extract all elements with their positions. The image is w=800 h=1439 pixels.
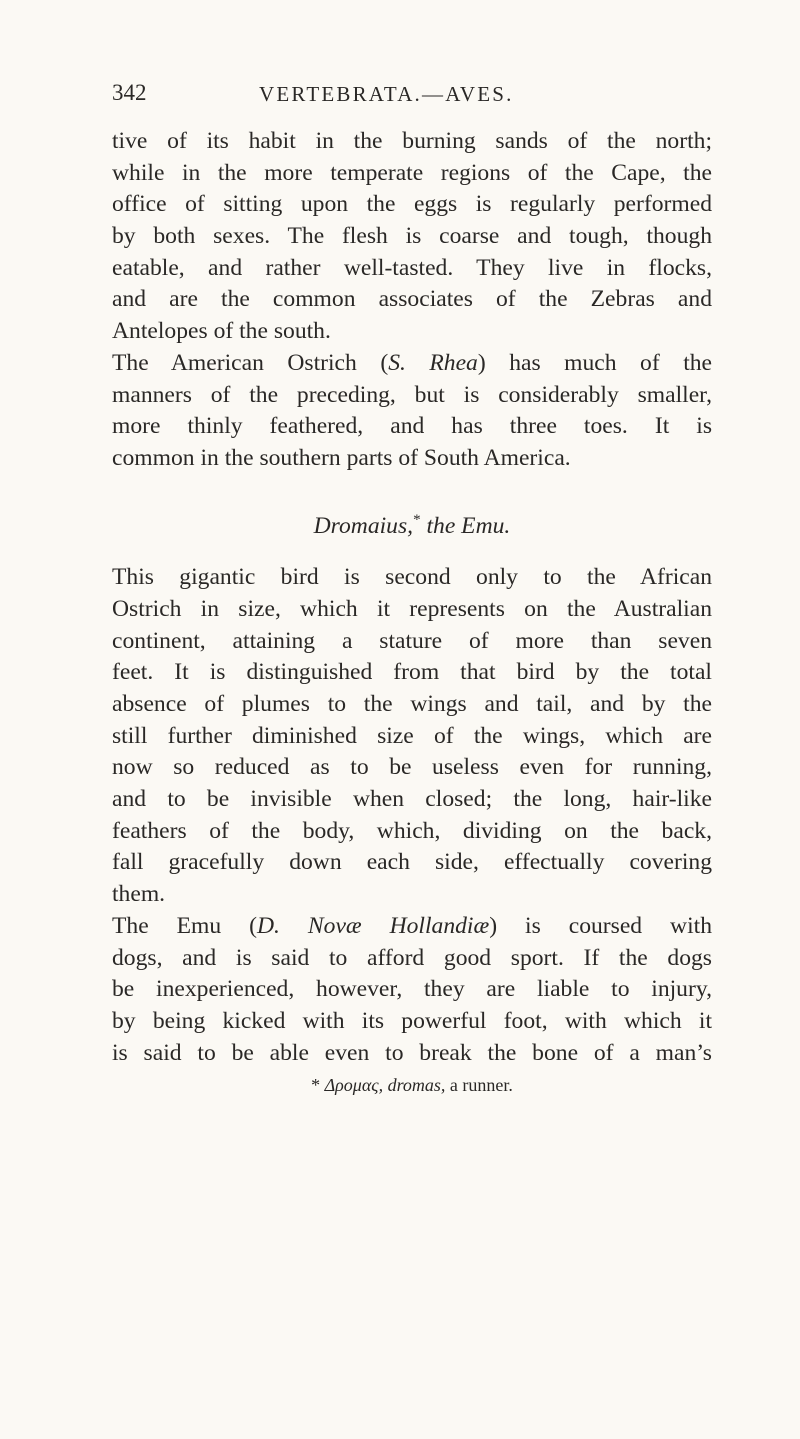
text-line: and are the common associates of the Zebras and <box>112 286 712 313</box>
text-line: more thinly feathered, and has three toes. It is <box>112 413 712 440</box>
text-line: feathers of the body, which, dividing on the back, <box>112 817 712 844</box>
text-line: still further diminished size of the wings, which are <box>112 722 712 749</box>
text-line <box>112 348 712 380</box>
text-line: be inexperienced, however, they are liable to injury, <box>112 976 712 1003</box>
text-line: office of sitting upon the eggs is regularly performed <box>112 191 712 218</box>
common-name: the Emu. <box>420 512 511 539</box>
text-line: while in the more temperate regions of the Cape, the <box>112 159 712 186</box>
text-line: This gigantic bird is second only to the African <box>112 564 712 591</box>
text-line: eatable, and rather well-tasted. They live in flocks, <box>112 254 712 281</box>
paragraph <box>112 348 712 475</box>
paragraph <box>112 562 712 911</box>
book-page <box>112 80 712 1097</box>
section-heading <box>112 505 712 543</box>
footnote-marker: * <box>311 1075 321 1096</box>
text-line: manners of the preceding, but is considerably smaller, <box>112 381 712 408</box>
text-line: Ostrich in size, which it represents on the Australian <box>112 595 712 622</box>
page-header <box>112 80 712 116</box>
text-line: by being kicked with its powerful foot, with which it <box>112 1007 712 1034</box>
text-line: by both sexes. The flesh is coarse and tough, though <box>112 223 712 250</box>
text-span: The American Ostrich ( <box>112 349 389 376</box>
genus-name: Dromaius, <box>313 512 414 539</box>
footnote-marker: * <box>413 511 421 528</box>
body-text <box>112 126 712 1097</box>
running-head: VERTEBRATA.—AVES. <box>259 82 514 106</box>
text-line: is said to be able even to break the bone of a man’s <box>112 1039 712 1066</box>
greek-word: Δρομας, <box>324 1075 384 1096</box>
text-span: The Emu ( <box>112 912 258 939</box>
species-name: S. Rhea <box>388 349 478 376</box>
footnote <box>112 1073 712 1097</box>
text-line: absence of plumes to the wings and tail, and by the <box>112 691 712 718</box>
page-number: 342 <box>112 80 147 105</box>
text-line: now so reduced as to be useless even for running, <box>112 754 712 781</box>
text-line: dogs, and is said to afford good sport. If the dogs <box>112 944 712 971</box>
paragraph <box>112 911 712 1069</box>
text-span: ) has much of the <box>477 349 713 376</box>
text-line: and to be invisible when closed; the long, hair-like <box>112 786 712 813</box>
footnote-gloss: a runner. <box>445 1075 513 1096</box>
text-line: tive of its habit in the burning sands of the north; <box>112 128 712 154</box>
latin-word: dromas, <box>387 1075 446 1096</box>
text-line: feet. It is distinguished from that bird by the total <box>112 659 712 686</box>
species-name: D. Novæ Hollandiæ <box>257 912 490 939</box>
text-line: Antelopes of the south. <box>112 318 331 345</box>
paragraph <box>112 126 712 348</box>
text-line: them. <box>112 881 166 908</box>
text-span: ) is coursed with <box>489 912 713 939</box>
text-line: continent, attaining a stature of more than seven <box>112 627 712 654</box>
text-line <box>112 911 712 943</box>
text-line: fall gracefully down each side, effectually covering <box>112 849 712 876</box>
text-line: common in the southern parts of South America. <box>112 444 571 471</box>
